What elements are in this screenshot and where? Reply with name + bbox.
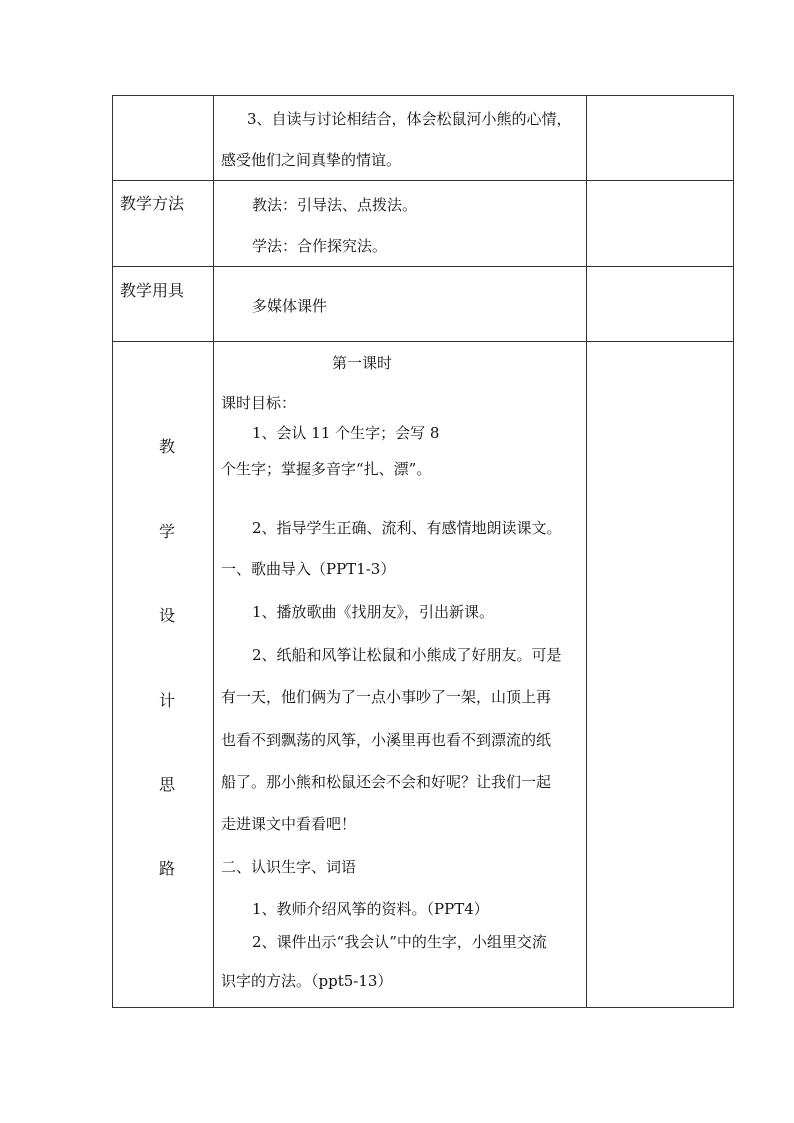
text-line: 3、自读与讨论相结合，体会松鼠河小熊的心情， [247,110,572,128]
row-label-teaching-tools: 教学用具 [120,281,185,300]
text-line: 走进课文中看看吧！ [221,815,357,833]
lesson-heading: 第一课时 [332,354,393,372]
vertical-label-char: 学 [159,522,176,541]
label-cell [113,181,214,267]
label-cell [113,342,214,1008]
text-line: 识字的方法。（ppt5-13） [221,972,393,990]
content-cell [214,267,587,342]
text-line: 教法：引导法、点拨法。 [252,196,418,214]
label-cell [113,267,214,342]
table-row [113,267,734,342]
notes-cell [587,96,734,181]
text-line: 多媒体课件 [252,297,328,315]
text-line: 2、纸船和风筝让松鼠和小熊成了好朋友。可是 [252,646,562,664]
text-line: 1、会认 11 个生字；会写 8 [252,424,440,442]
text-line: 感受他们之间真挚的情谊。 [221,151,402,169]
row-label-teaching-method: 教学方法 [120,194,185,213]
text-line: 船了。那小熊和松鼠还会不会和好呢？让我们一起 [221,773,552,791]
vertical-label-char: 计 [159,691,176,710]
notes-cell [587,267,734,342]
vertical-label-char: 教 [159,437,176,456]
text-line: 1、播放歌曲《找朋友》，引出新课。 [252,603,495,621]
table-row [113,342,734,1008]
content-cell [214,342,587,1008]
text-line: 课时目标： [221,394,297,412]
text-line: 2、课件出示“我会认”中的生字，小组里交流 [252,933,547,951]
vertical-label-char: 思 [159,775,176,794]
label-cell-empty [113,96,214,181]
text-line: 学法：合作探究法。 [252,237,388,255]
content-cell [214,96,587,181]
lesson-plan-table [112,95,734,1008]
text-line: 1、教师介绍风筝的资料。（PPT4） [252,900,489,918]
text-line: 2、指导学生正确、流利、有感情地朗读课文。 [252,519,562,537]
vertical-label-char: 设 [159,606,176,625]
table-row [113,96,734,181]
notes-cell [587,181,734,267]
text-line: 也看不到飘荡的风筝，小溪里再也看不到漂流的纸 [221,731,552,749]
vertical-label-char: 路 [159,859,176,878]
notes-cell [587,342,734,1008]
section-heading: 二、认识生字、词语 [221,858,357,876]
table-row [113,181,734,267]
content-cell [214,181,587,267]
text-line: 个生字；掌握多音字“扎、漂”。 [221,460,432,478]
text-line: 有一天，他们俩为了一点小事吵了一架，山顶上再 [221,688,552,706]
section-heading: 一、歌曲导入（PPT1-3） [221,560,396,578]
